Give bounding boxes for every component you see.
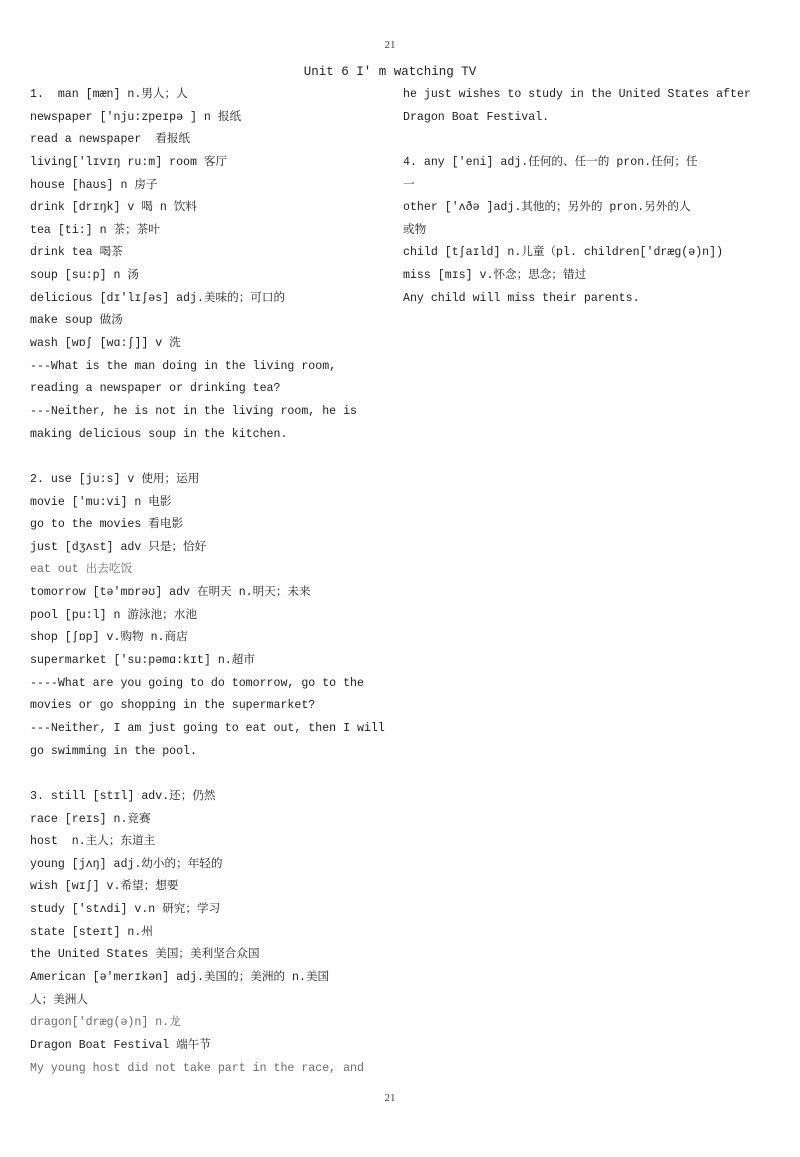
- vocab-entry: 或物: [403, 223, 427, 237]
- vocab-entry: the United States 美国；美利坚合众国: [30, 948, 260, 962]
- example-sentence-line: Dragon Boat Festival.: [403, 110, 550, 124]
- example-dialogue-line: ---What is the man doing in the living room,: [30, 359, 337, 373]
- section-gap: [30, 446, 398, 469]
- vocab-entry: drink [drɪŋk] v 喝 n 饮料: [30, 201, 197, 215]
- example-dialogue-line: reading a newspaper or drinking tea?: [30, 382, 281, 396]
- vocab-entry: 4. any ['eni] adj.任何的、任一的 pron.任何；任: [403, 155, 698, 169]
- vocab-entry: Dragon Boat Festival 端午节: [30, 1038, 211, 1052]
- example-dialogue-line: go swimming in the pool.: [30, 744, 197, 758]
- vocab-entry: 2. use [ju:s] v 使用；运用: [30, 472, 200, 486]
- example-sentence-line: My young host did not take part in the race, and: [30, 1061, 364, 1075]
- page-number-bottom: 21: [384, 1092, 396, 1104]
- vocab-entry: 人；美洲人: [30, 993, 88, 1007]
- vocab-entry: child [tʃaɪld] n.儿童（pl. children['dræg(ə)n]): [403, 246, 724, 260]
- vocab-entry: shop [ʃɒp] v.购物 n.商店: [30, 631, 188, 645]
- vocab-entry: young [jʌŋ] adj.幼小的；年轻的: [30, 857, 223, 871]
- vocab-entry: supermarket ['su:pəmɑ:kɪt] n.超市: [30, 654, 255, 668]
- vocab-entry: living['lɪvɪŋ ru:m] room 客厅: [30, 155, 228, 169]
- vocab-entry: tea [ti:] n 茶；茶叶: [30, 223, 160, 237]
- section-gap: [30, 763, 398, 786]
- vocab-entry: pool [pu:l] n 游泳池；水池: [30, 608, 197, 622]
- vocab-entry: movie ['mu:vi] n 电影: [30, 495, 172, 509]
- example-dialogue-line: making delicious soup in the kitchen.: [30, 427, 288, 441]
- vocab-entry: study ['stʌdi] v.n 研究；学习: [30, 903, 221, 917]
- vocab-entry: host n.主人；东道主: [30, 835, 156, 849]
- vocab-entry: miss [mɪs] v.怀念；思念；错过: [403, 269, 587, 283]
- vocab-entry: just [dʒʌst] adv 只是；恰好: [30, 540, 207, 554]
- page-number-top: 21: [384, 39, 396, 51]
- vocab-entry: 3. still [stɪl] adv.还；仍然: [30, 789, 216, 803]
- vocab-entry: eat out 出去吃饭: [30, 563, 133, 577]
- vocab-entry: race [reɪs] n.竞赛: [30, 812, 151, 826]
- vocab-entry: wish [wɪʃ] v.希望；想要: [30, 880, 179, 894]
- example-sentence-line: Any child will miss their parents.: [403, 291, 640, 305]
- vocab-entry: make soup 做汤: [30, 314, 123, 328]
- vocab-entry: wash [wɒʃ [wɑ:ʃ]] v 洗: [30, 337, 181, 351]
- vocab-entry: drink tea 喝茶: [30, 246, 123, 260]
- example-dialogue-line: movies or go shopping in the supermarket?: [30, 699, 316, 713]
- page-title: Unit 6 I' m watching TV: [303, 65, 477, 79]
- vocab-entry: delicious [dɪ'lɪʃəs] adj.美味的；可口的: [30, 291, 286, 305]
- right-column: [403, 84, 773, 310]
- vocab-entry: tomorrow [tə'mɒrəʊ] adv 在明天 n.明天；未来: [30, 586, 311, 600]
- vocab-entry: read a newspaper 看报纸: [30, 133, 191, 147]
- vocab-entry: dragon['dræg(ə)n] n.龙: [30, 1016, 181, 1030]
- example-dialogue-line: ---Neither, I am just going to eat out, then I will: [30, 721, 385, 735]
- vocab-entry: other ['ʌðə ]adj.其他的；另外的 pron.另外的人: [403, 201, 691, 215]
- vocab-entry: 1. man [mæn] n.男人；人: [30, 88, 188, 101]
- example-dialogue-line: ----What are you going to do tomorrow, go to the: [30, 676, 364, 690]
- vocab-entry: house [haʊs] n 房子: [30, 178, 158, 192]
- vocab-entry: 一: [403, 178, 415, 192]
- vocab-entry: American [ə'merɪkən] adj.美国的；美洲的 n.美国: [30, 970, 330, 984]
- vocab-entry: state [steɪt] n.州: [30, 925, 153, 939]
- example-sentence-line: he just wishes to study in the United States after: [403, 88, 751, 101]
- vocab-entry: newspaper ['nju:zpeɪpə ] n 报纸: [30, 110, 242, 124]
- vocab-entry: soup [su:p] n 汤: [30, 269, 139, 283]
- vocab-entry: go to the movies 看电影: [30, 518, 184, 532]
- section-gap: [403, 129, 773, 152]
- left-column: [30, 84, 398, 1080]
- example-dialogue-line: ---Neither, he is not in the living room, he is: [30, 404, 357, 418]
